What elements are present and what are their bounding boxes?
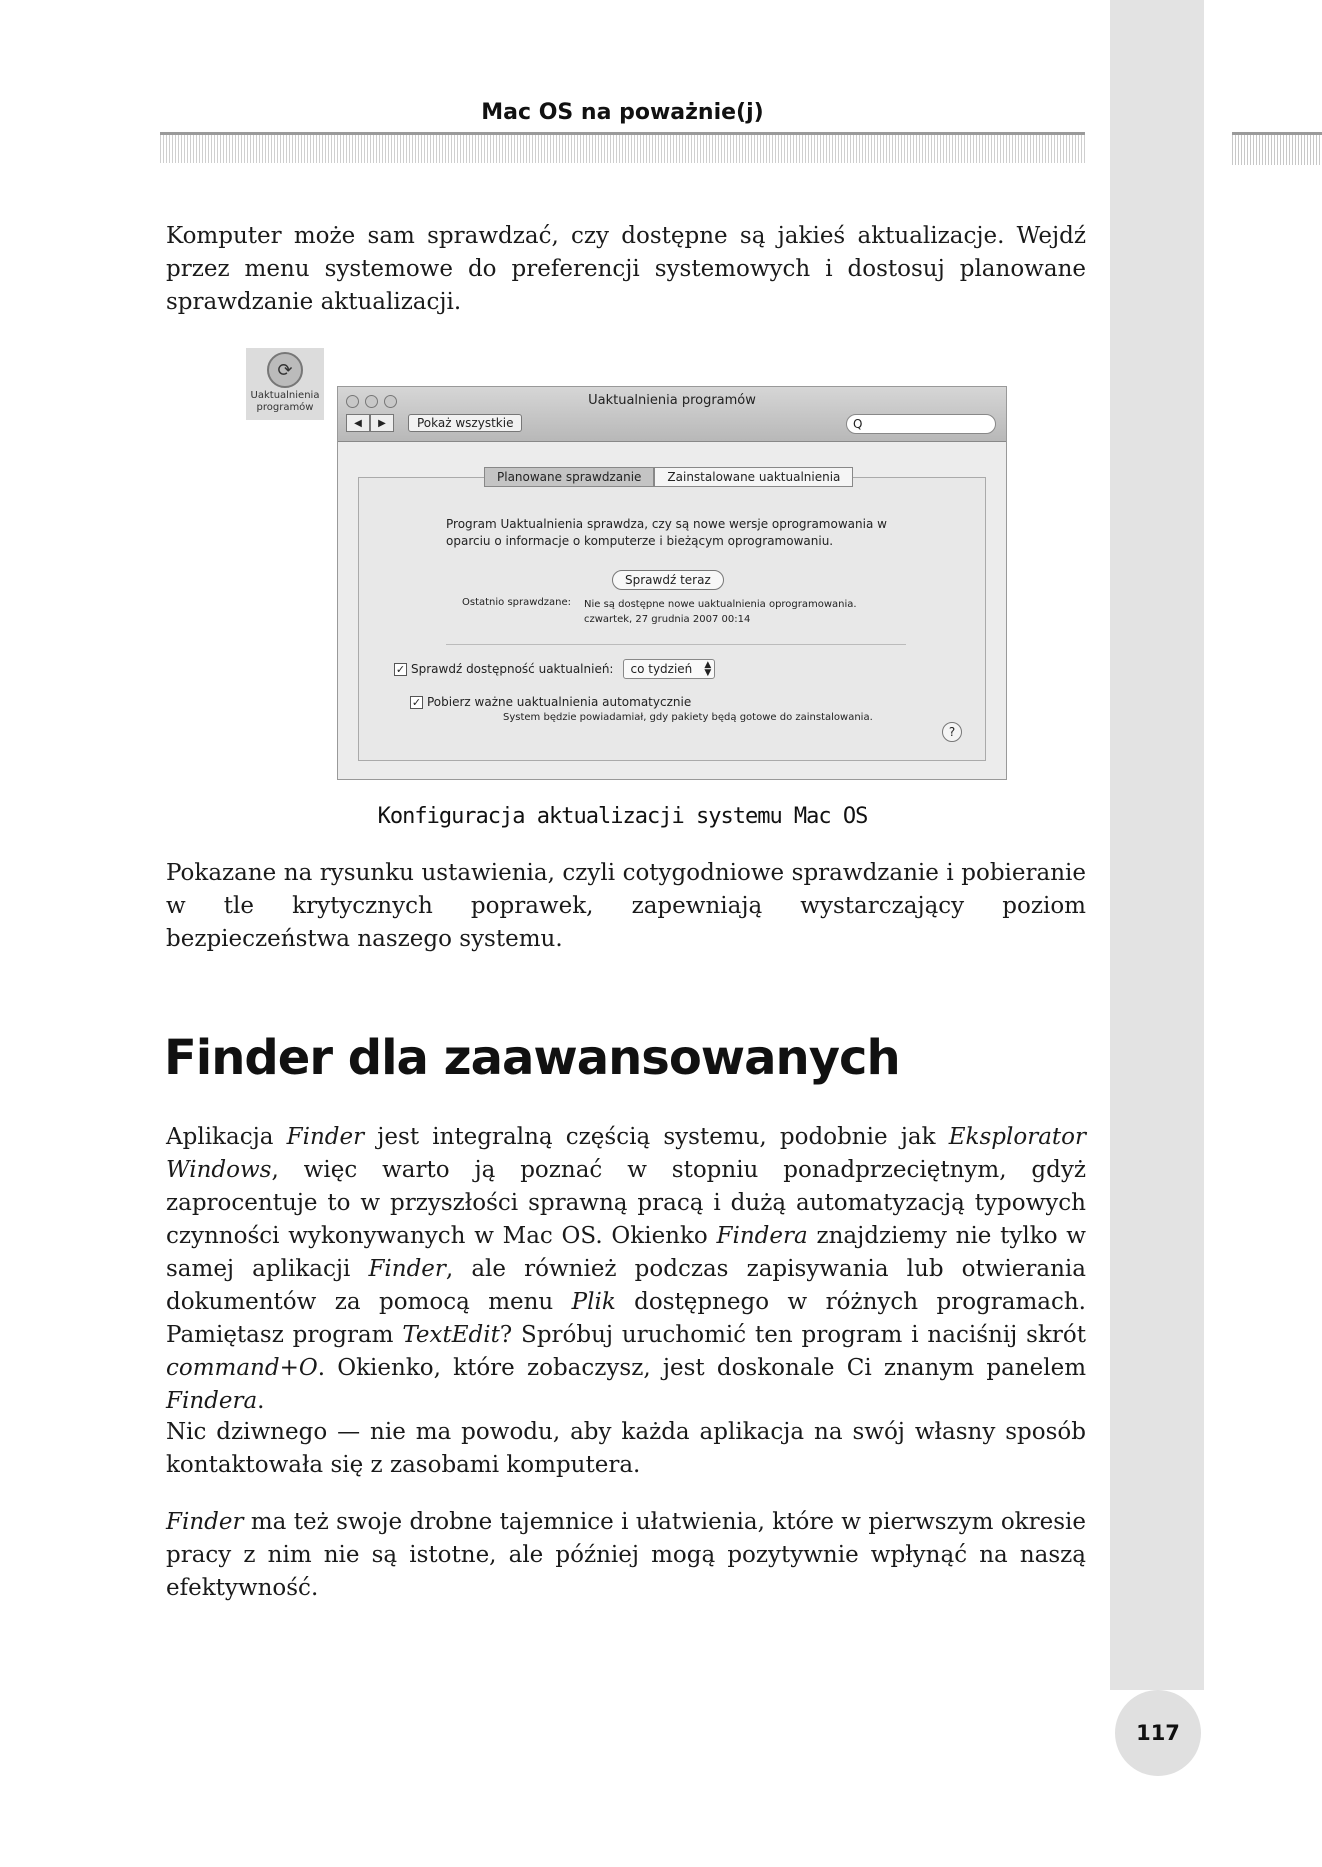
- help-button[interactable]: ?: [942, 722, 962, 742]
- download-checkbox[interactable]: ✓: [411, 695, 422, 709]
- pref-icon-label-2: programów: [256, 402, 314, 413]
- last-checked-date: czwartek, 27 grudnia 2007 00:14: [584, 614, 751, 625]
- check-updates-row: [394, 659, 715, 679]
- intro-paragraph: Komputer może sam sprawdzać, czy dostępne są jakieś aktualizacje. Wejdź przez menu systemowe do preferencji systemowych i dostosuj planowane sprawdzanie aktualizacji.: [166, 223, 1086, 315]
- paragraph-nothing-strange: Nic dziwnego — nie ma powodu, aby każda aplikacja na swój własny sposób kontaktowała się z zasobami komputera.: [166, 1419, 1086, 1478]
- nav-buttons: [346, 414, 394, 432]
- side-decoration: [1232, 132, 1322, 165]
- last-checked-status: Nie są dostępne nowe uaktualnienia oprogramowania.: [584, 599, 857, 610]
- check-updates-label: Sprawdź dostępność uaktualnień:: [411, 662, 614, 676]
- frequency-select[interactable]: [623, 659, 715, 679]
- download-note: System będzie powiadamiał, gdy pakiety będą gotowe do zainstalowania.: [503, 712, 873, 723]
- last-checked-label: Ostatnio sprawdzane:: [462, 597, 572, 608]
- search-field[interactable]: [846, 414, 996, 434]
- tab-scheduled-check[interactable]: Planowane sprawdzanie: [484, 467, 654, 487]
- search-icon: Q: [853, 417, 863, 431]
- back-button[interactable]: ◀: [346, 414, 370, 432]
- window-title: Uaktualnienia programów: [588, 393, 756, 408]
- section-title: Finder dla zaawansowanych: [164, 1030, 900, 1086]
- paragraph-finder: Aplikacja Finder jest integralną częścią systemu, podobnie jak Eksplorator Windows, więc warto ją poznać w stopniu ponadprzeciętnym, gdyż zaprocentuje to w przyszłości sprawną pracą i dużą automatyzacją typowych czynności wykonywanych w Mac OS. Okienko Findera znajdziemy nie tylko w samej aplikacji Finder, ale również podczas zapisywania lub otwierania dokumentów za pomocą menu Plik dostępnego w różnych programach. Pamiętasz program TextEdit? Spróbuj uruchomić ten program i naciśnij skrót command+O. Okienko, które zobaczysz, jest doskonale Ci znanym panelem Findera.: [166, 1124, 1086, 1414]
- page-side-strip: [1110, 0, 1204, 1690]
- forward-button[interactable]: ▶: [370, 414, 394, 432]
- divider: [446, 644, 906, 645]
- figure-caption: Konfiguracja aktualizacji systemu Mac OS: [377, 804, 868, 829]
- updown-arrows-icon: ▲ ▼: [704, 660, 712, 678]
- software-update-window: [337, 386, 1007, 780]
- page-number: 117: [1115, 1690, 1201, 1776]
- download-row: [410, 695, 691, 709]
- frequency-value: co tydzień: [630, 662, 693, 676]
- tab-bar: [484, 467, 853, 487]
- software-update-pref-icon[interactable]: [246, 348, 324, 420]
- download-label: Pobierz ważne uaktualnienia automatycznie: [427, 695, 692, 709]
- window-titlebar: [338, 387, 1006, 442]
- update-description: Program Uaktualnienia sprawdza, czy są nowe wersje oprogramowania w oparciu o informacje o komputerze i bieżącym oprogramowaniu.: [446, 517, 887, 548]
- running-head: Mac OS na poważnie(j): [481, 100, 764, 125]
- header-rule: [160, 132, 1085, 163]
- show-all-button[interactable]: Pokaż wszystkie: [408, 414, 522, 432]
- paragraph-settings: Pokazane na rysunku ustawienia, czyli cotygodniowe sprawdzanie i pobieranie w tle krytycznych poprawek, zapewniają wystarczający poziom bezpieczeństwa naszego systemu.: [166, 860, 1086, 952]
- check-now-button[interactable]: Sprawdź teraz: [612, 570, 724, 590]
- pref-icon-label-1: Uaktualnienia: [250, 390, 320, 401]
- check-updates-checkbox[interactable]: ✓: [395, 662, 406, 676]
- last-checked-value: [584, 597, 857, 627]
- paragraph-finder-secrets: Finder ma też swoje drobne tajemnice i ułatwienia, które w pierwszym okresie pracy z nim nie są istotne, ale później mogą pozytywnie wpłynąć na naszą efektywność.: [166, 1509, 1086, 1601]
- software-update-icon: ⟳: [267, 352, 303, 388]
- tab-installed-updates[interactable]: Zainstalowane uaktualnienia: [654, 467, 853, 487]
